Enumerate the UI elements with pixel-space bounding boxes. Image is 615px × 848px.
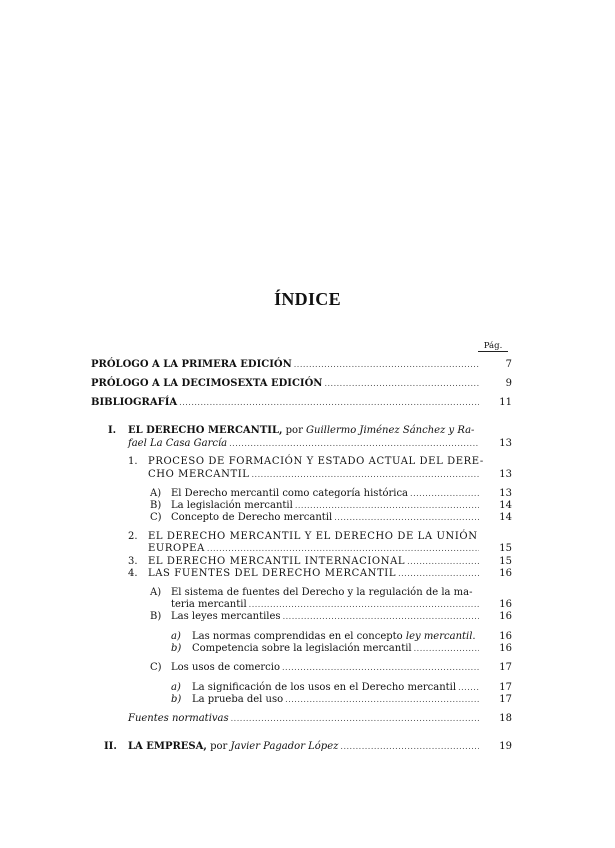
toc-entry-label: LAS FUENTES DEL DERECHO MERCANTIL — [148, 568, 397, 579]
toc-page-number: 16 — [499, 611, 512, 622]
toc-page-number: 16 — [499, 631, 512, 642]
toc-entry-1c[interactable] — [171, 512, 481, 524]
dot-leader — [294, 359, 479, 371]
dot-leader — [231, 713, 479, 725]
toc-entry-4[interactable] — [148, 568, 481, 580]
page-column-label: Pág. — [478, 341, 508, 352]
toc-page-number: 13 — [499, 438, 512, 449]
toc-page-number: 17 — [499, 694, 512, 705]
dot-leader — [282, 662, 479, 674]
toc-entry-label: La prueba del uso — [192, 694, 284, 705]
toc-page-number: 17 — [499, 682, 512, 693]
subsection-letter: B) — [150, 611, 162, 622]
subsection-letter: C) — [150, 512, 162, 523]
toc-entry-label: El Derecho mercantil como categoría histórica — [171, 488, 409, 499]
subsection-letter: A) — [150, 587, 162, 598]
chapter-title: LA EMPRESA, — [128, 741, 207, 752]
toc-entry-4cb[interactable] — [192, 694, 481, 706]
section-number: 1. — [128, 456, 138, 467]
toc-entry-label: Fuentes normativas — [128, 713, 229, 724]
chapter-heading-text — [128, 741, 338, 753]
chapter-por: por — [210, 741, 228, 752]
section-title-line1[interactable]: PROCESO DE FORMACIÓN Y ESTADO ACTUAL DEL DERE- — [148, 456, 484, 467]
chapter-heading-ii[interactable] — [128, 741, 481, 753]
section-title-line2[interactable] — [148, 543, 481, 555]
toc-page-number: 18 — [499, 713, 512, 724]
chapter-authors-cont: fael La Casa García — [128, 438, 228, 449]
toc-entry-label: Las leyes mercantiles — [171, 611, 281, 622]
chapter-title: EL DERECHO MERCANTIL, — [128, 425, 283, 436]
toc-entry-label-end: . — [472, 631, 476, 642]
section-number: 4. — [128, 568, 138, 579]
toc-entry-4a-line2[interactable] — [171, 599, 481, 611]
section-number: 3. — [128, 556, 138, 567]
toc-entry-label: Competencia sobre la legislación mercantil — [192, 643, 412, 654]
toc-entry-label: PRÓLOGO A LA DECIMOSEXTA EDICIÓN — [91, 378, 323, 389]
toc-entry-label-italic: ley mercantil — [405, 631, 473, 642]
dot-leader — [340, 741, 479, 753]
toc-entry-label: teria mercantil — [171, 599, 247, 610]
toc-page-number: 14 — [499, 500, 512, 511]
chapter-por: por — [285, 425, 303, 436]
subsection-letter: B) — [150, 500, 162, 511]
toc-page-number: 16 — [499, 643, 512, 654]
toc-entry-prologo-decimosexta[interactable] — [91, 378, 481, 390]
toc-entry-label: BIBLIOGRAFÍA — [91, 397, 178, 408]
page-title: ÍNDICE — [274, 289, 341, 309]
toc-page-number: 13 — [499, 488, 512, 499]
chapter-authors: Guillermo Jiménez Sánchez y Ra- — [306, 425, 475, 436]
dot-leader — [334, 512, 479, 524]
dot-leader — [283, 611, 479, 623]
item-letter: a) — [171, 631, 181, 642]
toc-entry-label: Concepto de Derecho mercantil — [171, 512, 333, 523]
chapter-number: II. — [104, 741, 117, 752]
toc-page-number: 11 — [499, 397, 512, 408]
dot-leader — [179, 397, 479, 409]
toc-entry-prologo-primera[interactable] — [91, 359, 481, 371]
toc-entry-4ca[interactable] — [192, 682, 481, 694]
toc-page-number: 16 — [499, 599, 512, 610]
toc-entry-label: Las normas comprendidas en el concepto — [192, 631, 403, 642]
subsection-letter: A) — [150, 488, 162, 499]
toc-page-number: 15 — [499, 543, 512, 554]
section-title-line1[interactable]: EL DERECHO MERCANTIL Y EL DERECHO DE LA UNIÓN — [148, 531, 478, 542]
toc-entry-fuentes-normativas[interactable] — [128, 713, 481, 725]
toc-page-number: 7 — [505, 359, 512, 370]
dot-leader — [407, 556, 479, 568]
chapter-authors: Javier Pagador López — [230, 741, 339, 752]
item-letter: a) — [171, 682, 181, 693]
toc-entry-4a-line1[interactable]: El sistema de fuentes del Derecho y la regulación de la ma- — [171, 587, 473, 598]
section-title-cont: CHO MERCANTIL — [148, 469, 250, 480]
toc-page-number: 13 — [499, 469, 512, 480]
toc-page-number: 17 — [499, 662, 512, 673]
dot-leader — [458, 682, 479, 694]
dot-leader — [295, 500, 479, 512]
chapter-heading-line2[interactable] — [128, 438, 481, 450]
dot-leader — [252, 469, 479, 481]
toc-entry-4ba[interactable] — [192, 631, 476, 643]
chapter-number: I. — [108, 425, 117, 436]
dot-leader — [410, 488, 479, 500]
dot-leader — [249, 599, 479, 611]
dot-leader — [285, 694, 479, 706]
toc-entry-1a[interactable] — [171, 488, 481, 500]
toc-entry-4c[interactable] — [171, 662, 481, 674]
dot-leader — [398, 568, 479, 580]
toc-page-number: 16 — [499, 568, 512, 579]
item-letter: b) — [171, 694, 182, 705]
chapter-heading-line1[interactable] — [128, 425, 474, 437]
toc-entry-label: La significación de los usos en el Derecho mercantil — [192, 682, 457, 693]
toc-page-number: 19 — [499, 741, 512, 752]
toc-page-number: 9 — [505, 378, 512, 389]
dot-leader — [324, 378, 479, 390]
subsection-letter: C) — [150, 662, 162, 673]
toc-entry-label: EL DERECHO MERCANTIL INTERNACIONAL — [148, 556, 406, 567]
item-letter: b) — [171, 643, 182, 654]
toc-entry-label: PRÓLOGO A LA PRIMERA EDICIÓN — [91, 359, 292, 370]
dot-leader — [207, 543, 479, 555]
section-title-line2[interactable] — [148, 469, 481, 481]
dot-leader — [414, 643, 479, 655]
dot-leader — [229, 438, 479, 450]
toc-page-number: 15 — [499, 556, 512, 567]
toc-entry-4bb[interactable] — [192, 643, 481, 655]
toc-entry-4b[interactable] — [171, 611, 481, 623]
toc-entry-3[interactable] — [148, 556, 481, 568]
section-number: 2. — [128, 531, 138, 542]
toc-entry-1b[interactable] — [171, 500, 481, 512]
toc-entry-label: Los usos de comercio — [171, 662, 280, 673]
toc-entry-bibliografia[interactable] — [91, 397, 481, 409]
section-title-cont: EUROPEA — [148, 543, 205, 554]
toc-entry-label: La legislación mercantil — [171, 500, 293, 511]
toc-page-number: 14 — [499, 512, 512, 523]
